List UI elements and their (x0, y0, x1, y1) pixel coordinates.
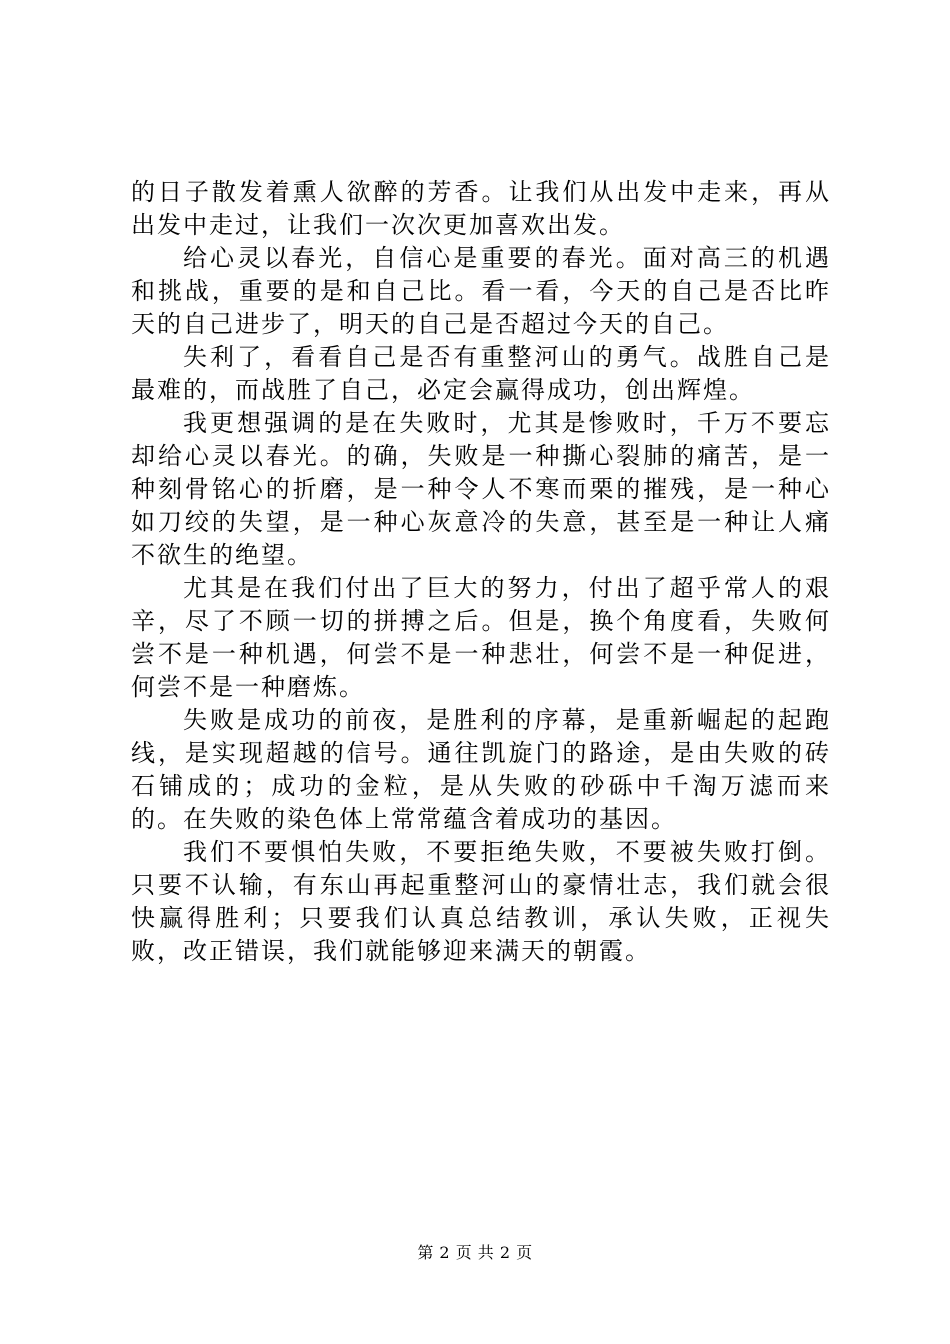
document-body (131, 176, 831, 968)
paragraph: 我们不要惧怕失败，不要拒绝失败，不要被失败打倒。只要不认输，有东山再起重整河山的豪情壮志，我们就会很快赢得胜利；只要我们认真总结教训，承认失败，正视失败，改正错误，我们就能够迎来满天的朝霞。 (131, 838, 831, 965)
page-number-footer: 第 2 页 共 2 页 (417, 1243, 533, 1262)
paragraph: 给心灵以春光，自信心是重要的春光。面对高三的机遇和挑战，重要的是和自己比。看一看，今天的自己是否比昨天的自己进步了，明天的自己是否超过今天的自己。 (131, 244, 831, 338)
paragraph: 失败是成功的前夜，是胜利的序幕，是重新崛起的起跑线，是实现超越的信号。通往凯旋门的路途，是由失败的砖石铺成的；成功的金粒，是从失败的砂砾中千淘万滤而来的。在失败的染色体上常常蕴含着成功的基因。 (131, 706, 831, 833)
paragraph: 尤其是在我们付出了巨大的努力，付出了超乎常人的艰辛，尽了不顾一切的拼搏之后。但是，换个角度看，失败何尝不是一种机遇，何尝不是一种悲壮，何尝不是一种促进，何尝不是一种磨炼。 (131, 574, 831, 701)
paragraph: 失利了，看看自己是否有重整河山的勇气。战胜自己是最难的，而战胜了自己，必定会赢得成功，创出辉煌。 (131, 343, 831, 404)
paragraph: 我更想强调的是在失败时，尤其是惨败时，千万不要忘却给心灵以春光。的确，失败是一种撕心裂肺的痛苦，是一种刻骨铭心的折磨，是一种令人不寒而栗的摧残，是一种心如刀绞的失望，是一种心灰意冷的失意，甚至是一种让人痛不欲生的绝望。 (131, 409, 831, 569)
paragraph-continuation: 的日子散发着熏人欲醉的芳香。让我们从出发中走来，再从出发中走过，让我们一次次更加喜欢出发。 (131, 178, 831, 239)
